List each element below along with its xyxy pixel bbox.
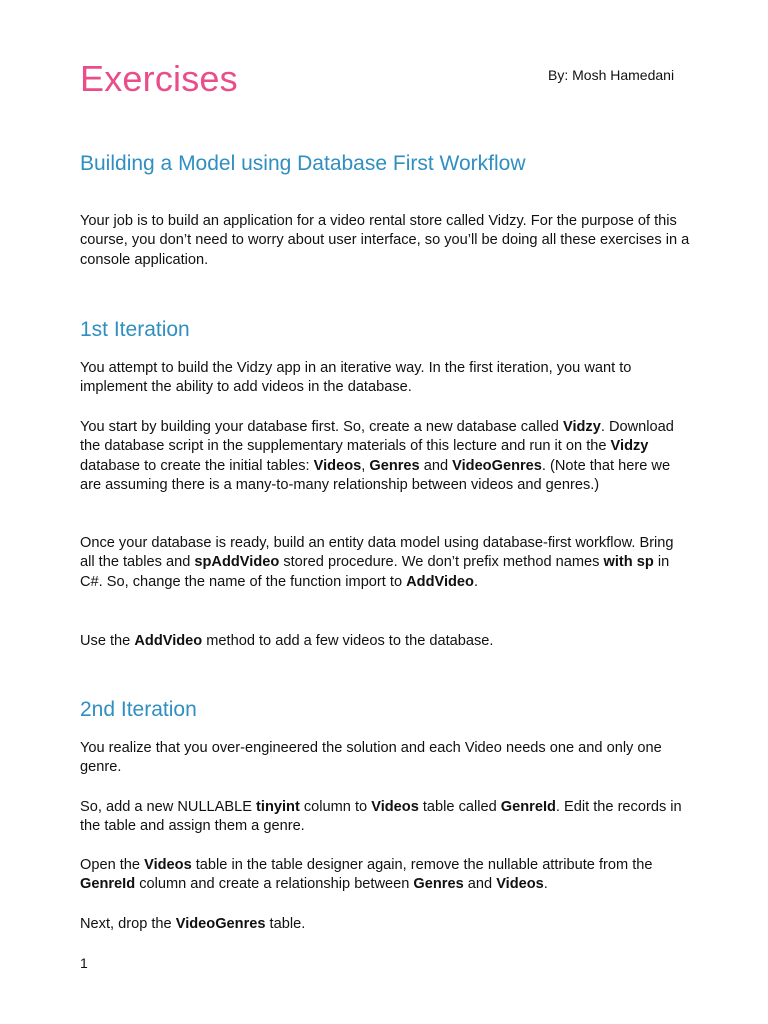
iteration-2-paragraph-2: So, add a new NULLABLE tinyint column to Videos table called GenreId. Edit the records in the table and assign them a genre. bbox=[80, 799, 682, 835]
bold-term: VideoGenres bbox=[175, 916, 266, 932]
iteration-2-paragraph-1: You realize that you over-engineered the solution and each Video needs one and only one genre. bbox=[80, 740, 662, 776]
iteration-2-heading: 2nd Iteration bbox=[80, 698, 197, 721]
bold-term: AddVideo bbox=[406, 573, 474, 590]
iteration-1-paragraph-1: You attempt to build the Vidzy app in an iterative way. In the first iteration, you want to implement the ability to add videos in the database. bbox=[80, 360, 632, 396]
iteration-1-paragraph-3: Once your database is ready, build an entity data model using database-first workflow. Bring all the tables and spAddVideo stored procedure. We don’t prefix method names with sp in C#. So, change the name of the function import to AddVideo. bbox=[80, 535, 674, 590]
author-byline: By: Mosh Hamedani bbox=[548, 67, 675, 83]
iteration-1-paragraph-2: You start by building your database first. So, create a new database called Vidzy. Download the database script in the supplementary materials of this lecture and run it on the Vidzy database to create the initial tables: Videos, Genres and VideoGenres. (Note that here we are assuming there is a many-to-many relationship between videos and genres.) bbox=[80, 419, 674, 494]
iteration-1-paragraph-4: Use the AddVideo method to add a few videos to the database. bbox=[80, 633, 494, 649]
bold-term: AddVideo bbox=[134, 633, 203, 649]
section-title: Building a Model using Database First Workflow bbox=[80, 152, 526, 175]
bold-term: with sp bbox=[603, 554, 654, 571]
bold-term: Genres bbox=[413, 876, 464, 893]
intro-paragraph: Your job is to build an application for a video rental store called Vidzy. For the purpose of this course, you don’t need to worry about user interface, so you’ll be doing all these exercises in a console application. bbox=[80, 213, 690, 268]
iteration-1-heading: 1st Iteration bbox=[80, 318, 190, 341]
bold-term: Videos bbox=[313, 457, 362, 474]
iteration-2-paragraph-4: Next, drop the VideoGenres table. bbox=[80, 916, 306, 932]
bold-term: Videos bbox=[144, 857, 192, 873]
iteration-2-paragraph-3: Open the Videos table in the table designer again, remove the nullable attribute from the GenreId column and create a relationship between Genres and Videos. bbox=[80, 857, 653, 893]
page-number: 1 bbox=[80, 955, 88, 971]
bold-term: tinyint bbox=[256, 799, 300, 815]
bold-term: Genres bbox=[369, 457, 420, 474]
bold-term: GenreId bbox=[500, 799, 556, 815]
bold-term: VideoGenres bbox=[452, 457, 542, 474]
bold-term: Vidzy bbox=[610, 438, 649, 455]
bold-term: Videos bbox=[371, 799, 419, 815]
bold-term: GenreId bbox=[80, 876, 136, 893]
document-title: Exercises bbox=[80, 58, 238, 99]
bold-term: Vidzy bbox=[562, 419, 601, 435]
bold-term: Videos bbox=[496, 876, 544, 893]
bold-term: spAddVideo bbox=[194, 554, 280, 571]
